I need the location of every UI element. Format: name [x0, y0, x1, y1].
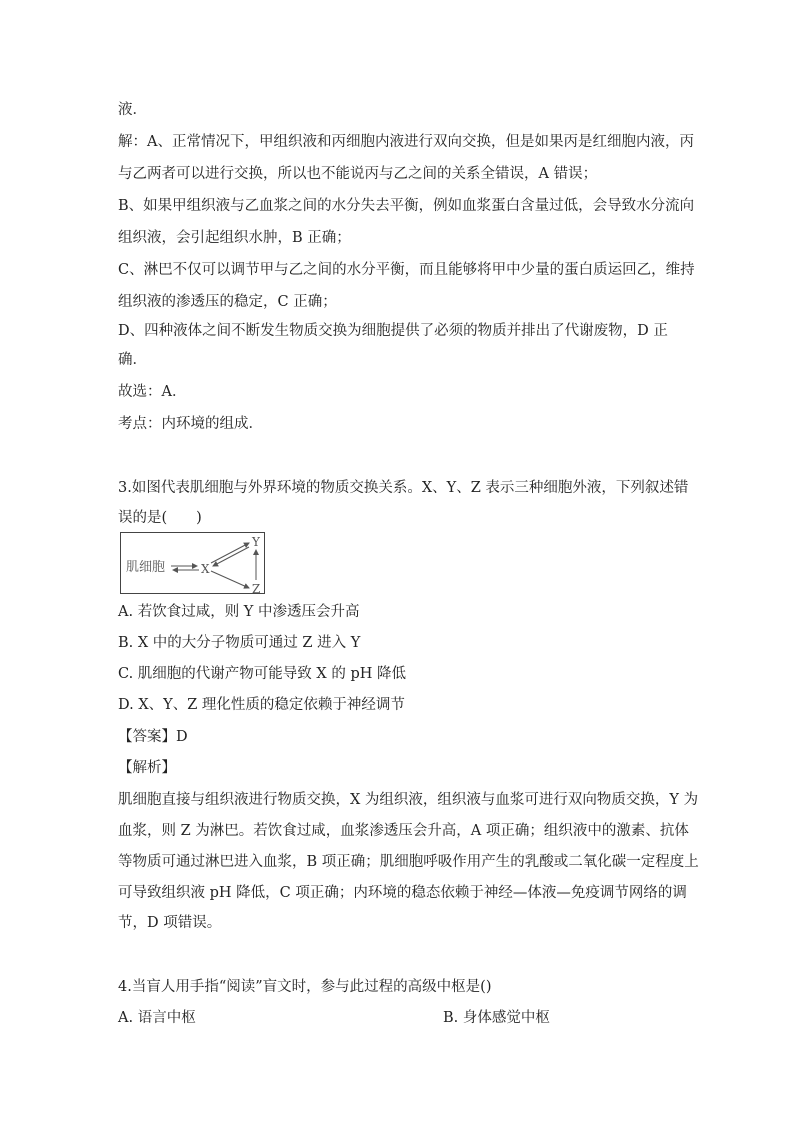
exchange-diagram — [120, 532, 265, 594]
analysis-line: 可导致组织液 pH 降低，C 项正确；内环境的稳态依赖于神经—体液—免疫调节网络的调 — [118, 885, 687, 901]
node-z: Z — [252, 582, 261, 595]
option-a: A. 语言中枢 — [118, 1010, 196, 1026]
text-line: D、四种液体之间不断发生物质交换为细胞提供了必须的物质并排出了代谢废物，D 正 — [118, 323, 668, 339]
text-line: 考点：内环境的组成． — [118, 416, 263, 432]
node-x: X — [201, 562, 210, 576]
text-line: B、如果甲组织液与乙血浆之间的水分失去平衡，例如血浆蛋白含量过低，会导致水分流向 — [118, 198, 695, 214]
question-3-stem: 3.如图代表肌细胞与外界环境的物质交换关系。X、Y、Z 表示三种细胞外液，下列叙述错 — [118, 480, 689, 496]
muscle-cell-label: 肌细胞 — [126, 560, 166, 575]
option-b: B. X 中的大分子物质可通过 Z 进入 Y — [118, 635, 361, 651]
question-4-stem: 4.当盲人用手指“阅读”盲文时，参与此过程的高级中枢是() — [118, 979, 492, 995]
text-line: 确． — [118, 352, 147, 368]
option-d: D. X、Y、Z 理化性质的稳定依赖于神经调节 — [118, 697, 405, 713]
question-3-stem: 误的是( ) — [118, 510, 202, 526]
arrow-x-to-y — [211, 543, 249, 563]
text-line: C、淋巴不仅可以调节甲与乙之间的水分平衡，而且能够将甲中少量的蛋白质运回乙，维持 — [118, 262, 695, 278]
arrow-x-to-z — [211, 571, 249, 588]
text-line: 组织液的渗透压的稳定，C 正确； — [118, 294, 337, 310]
option-b: B. 身体感觉中枢 — [443, 1010, 550, 1026]
analysis-line: 肌细胞直接与组织液进行物质交换，X 为组织液，组织液与血浆可进行双向物质交换，Y 为 — [118, 792, 699, 808]
text-line: 解：A、正常情况下，甲组织液和丙细胞内液进行双向交换，但是如果丙是红细胞内液，丙 — [118, 134, 694, 150]
arrow-y-to-x — [213, 547, 249, 566]
option-c: C. 肌细胞的代谢产物可能导致 X 的 pH 降低 — [118, 666, 406, 682]
analysis-line: 等物质可通过淋巴进入血浆，B 项正确；肌细胞呼吸作用产生的乳酸或二氧化碳一定程度上 — [118, 854, 699, 870]
node-y: Y — [252, 535, 260, 549]
answer-label: 【答案】D — [118, 729, 188, 745]
analysis-line: 节，D 项错误。 — [118, 915, 222, 931]
option-a: A. 若饮食过咸，则 Y 中渗透压会升高 — [118, 604, 360, 620]
text-line: 组织液，会引起组织水肿，B 正确； — [118, 230, 351, 246]
analysis-title: 【解析】 — [118, 760, 176, 776]
analysis-line: 血浆，则 Z 为淋巴。若饮食过咸，血浆渗透压会升高，A 项正确；组织液中的激素、抗体 — [118, 823, 689, 839]
text-line: 液． — [118, 102, 147, 118]
text-line: 与乙两者可以进行交换，所以也不能说丙与乙之间的关系全错误，A 错误； — [118, 166, 598, 182]
text-line: 故选：A． — [118, 384, 187, 400]
